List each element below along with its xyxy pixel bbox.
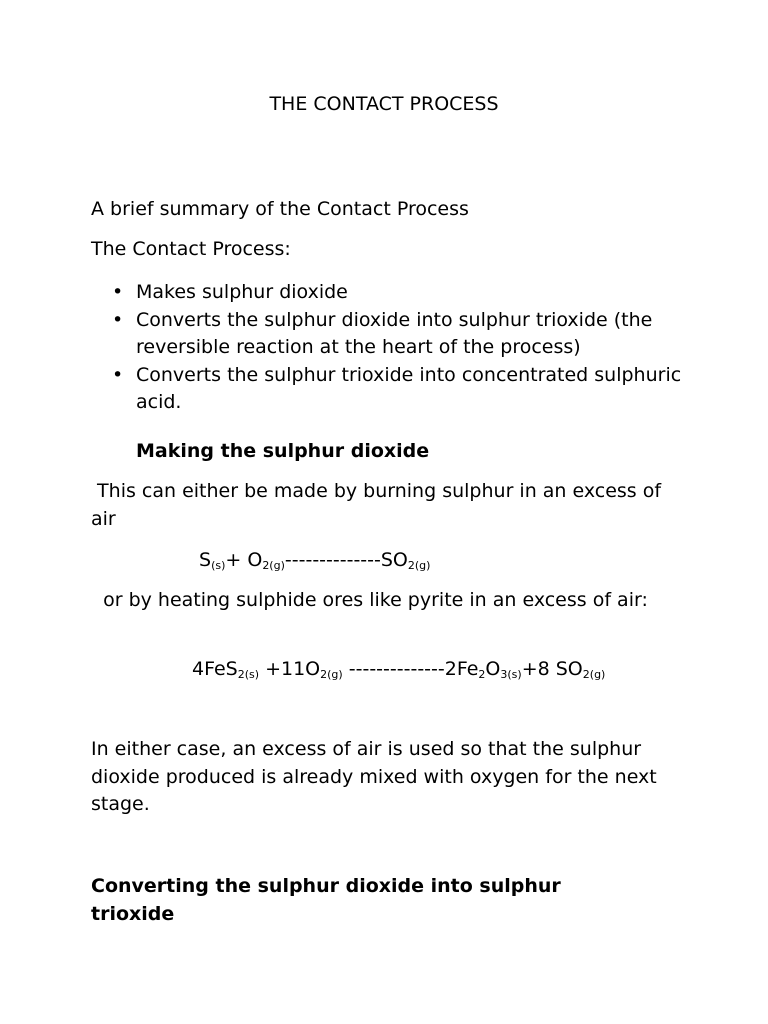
list-item [91,279,691,307]
list-item [91,362,691,417]
section-heading-sulphur-trioxide: Converting the sulphur dioxide into sulphur trioxide [91,875,561,925]
list-item-text: Converts the sulphur trioxide into concentrated sulphuric acid. [136,363,682,413]
bullet-icon: • [112,281,124,303]
equation-sulphur-burning: $S_{(s)}+ O_{2(g)}--------------SO_{2(g)}$ [199,549,431,572]
list-item-text: Converts the sulphur dioxide into sulphur trioxide (the reversible reaction at the heart of the process) [136,308,653,358]
contact-process-label: The Contact Process: [91,238,291,260]
section-heading-sulphur-dioxide: Making the sulphur dioxide [136,440,430,462]
burning-sulphur-text: This can either be made by burning sulphur in an excess of air [91,480,668,530]
excess-air-conclusion: In either case, an excess of air is used so that the sulphur dioxide produced is already mixed with oxygen for the next stage. [91,738,657,815]
summary-list [91,279,691,417]
page-title: THE CONTACT PROCESS [269,93,499,115]
bullet-icon: • [112,363,124,386]
pyrite-text: or by heating sulphide ores like pyrite in an excess of air: [91,589,648,611]
summary-heading: A brief summary of the Contact Process [91,198,469,220]
list-item-text: Makes sulphur dioxide [136,281,348,303]
equation-pyrite-roasting: $4FeS_{2(s)} +11O_{2(g)}$ $--------------2Fe_2O_{3(s)}+8$ $SO_{2(g)}$ [192,658,606,681]
bullet-icon: • [112,308,124,331]
list-item [91,307,691,362]
